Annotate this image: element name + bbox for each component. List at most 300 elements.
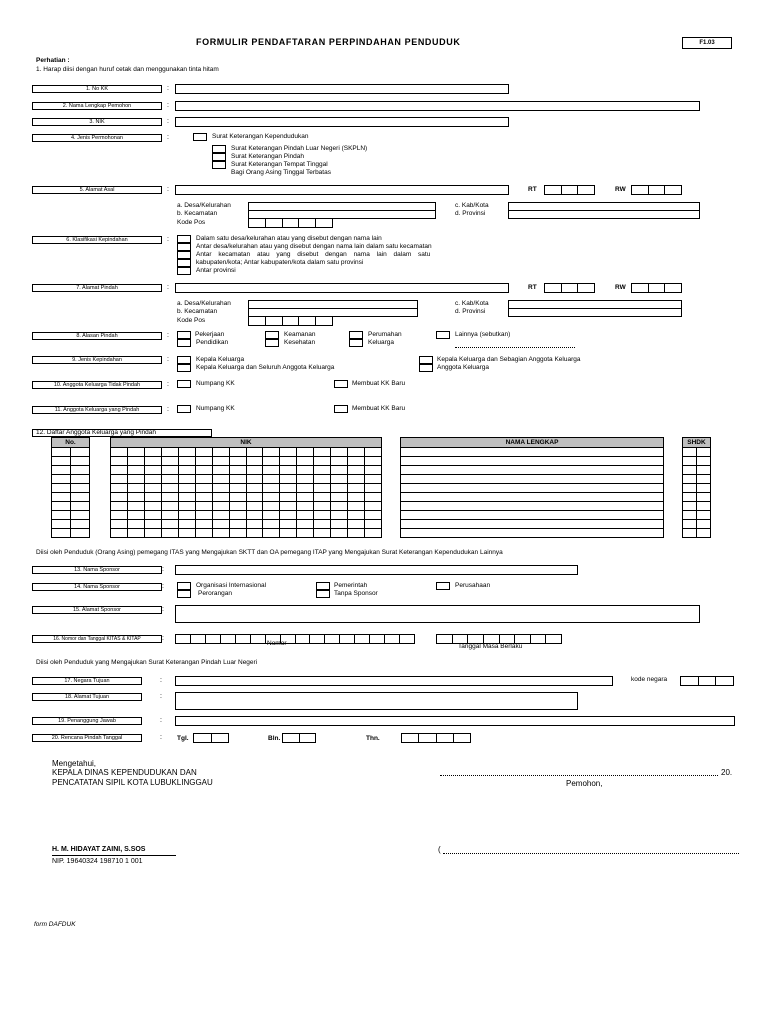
table-cell[interactable]	[246, 457, 263, 466]
table-row	[111, 457, 382, 466]
table-cell[interactable]	[314, 457, 331, 466]
table-cell[interactable]	[683, 466, 697, 475]
table-cell[interactable]	[178, 511, 195, 520]
checkbox-tanpa-sponsor[interactable]	[316, 590, 330, 598]
kode-pos-asal-input[interactable]	[248, 218, 333, 228]
checkbox-perorangan[interactable]	[177, 590, 191, 598]
table-cell[interactable]	[71, 520, 90, 529]
rw-label: RW	[615, 186, 626, 193]
checkbox-keamanan[interactable]	[265, 331, 279, 339]
table-cell[interactable]	[401, 448, 664, 457]
table-cell[interactable]	[331, 502, 348, 511]
table-cell[interactable]	[161, 448, 178, 457]
table-cell[interactable]	[161, 484, 178, 493]
table-cell[interactable]	[297, 484, 314, 493]
table-row	[401, 529, 664, 538]
table-cell[interactable]	[297, 520, 314, 529]
klasifikasi-2: Antar desa/kelurahan atau yang disebut dengan nama lain dalam satu kecamatan	[196, 243, 432, 250]
table-cell[interactable]	[127, 457, 144, 466]
label-alamat-pindah: 7. Alamat Pindah	[32, 284, 162, 292]
table-row	[52, 502, 90, 511]
checkbox-lainnya[interactable]	[436, 331, 450, 339]
rt-pindah-input[interactable]	[544, 283, 595, 293]
nama-sponsor-input[interactable]	[175, 565, 578, 575]
table-cell[interactable]	[365, 484, 382, 493]
table-cell[interactable]	[178, 493, 195, 502]
table-cell[interactable]	[263, 493, 280, 502]
table-cell[interactable]	[314, 484, 331, 493]
table-cell[interactable]	[401, 466, 664, 475]
table-cell[interactable]	[127, 502, 144, 511]
rw-asal-input[interactable]	[631, 185, 682, 195]
table-cell[interactable]	[144, 466, 161, 475]
table-cell[interactable]	[280, 529, 297, 538]
tgl-label: Tgl.	[177, 735, 189, 742]
kode-negara-input[interactable]	[680, 676, 734, 686]
checkbox-org-internasional[interactable]	[177, 582, 191, 590]
table-cell[interactable]	[195, 457, 212, 466]
table-cell[interactable]	[212, 457, 229, 466]
table-cell[interactable]	[212, 529, 229, 538]
table-cell[interactable]	[212, 502, 229, 511]
table-cell[interactable]	[263, 484, 280, 493]
checkbox-perusahaan[interactable]	[436, 582, 450, 590]
option-skpln: Surat Keterangan Pindah Luar Negeri (SKPLN)	[231, 145, 368, 152]
table-cell[interactable]	[212, 475, 229, 484]
table-cell[interactable]	[178, 457, 195, 466]
table-cell[interactable]	[683, 529, 697, 538]
table-cell[interactable]	[348, 511, 365, 520]
table-cell[interactable]	[229, 475, 246, 484]
table-cell[interactable]	[401, 520, 664, 529]
alamat-pindah-input[interactable]	[175, 283, 509, 293]
checkbox-perumahan[interactable]	[349, 331, 363, 339]
table-cell[interactable]	[365, 520, 382, 529]
table-nik-column	[110, 437, 382, 538]
table-cell[interactable]	[144, 484, 161, 493]
option-pekerjaan: Pekerjaan	[195, 331, 225, 338]
kadis-line-2: PENCATATAN SIPIL KOTA LUBUKLINGGAU	[52, 778, 213, 787]
nik-input[interactable]	[175, 117, 509, 127]
table-cell[interactable]	[52, 511, 71, 520]
table-cell[interactable]	[178, 529, 195, 538]
checkbox-klasifikasi-3[interactable]	[177, 251, 191, 259]
table-row	[683, 457, 711, 466]
colon: :	[167, 186, 169, 193]
checkbox-skpln[interactable]	[212, 145, 226, 153]
checkbox-klasifikasi-4[interactable]	[177, 259, 191, 267]
table-row	[111, 529, 382, 538]
table-cell[interactable]	[401, 493, 664, 502]
table-cell[interactable]	[212, 448, 229, 457]
table-cell[interactable]	[297, 511, 314, 520]
table-cell[interactable]	[246, 493, 263, 502]
table-cell[interactable]	[52, 448, 71, 457]
table-cell[interactable]	[401, 475, 664, 484]
table-cell[interactable]	[111, 529, 128, 538]
table-cell[interactable]	[280, 475, 297, 484]
table-cell[interactable]	[127, 529, 144, 538]
table-cell[interactable]	[263, 448, 280, 457]
option-org-internasional: Organisasi Internasional	[196, 582, 267, 589]
table-cell[interactable]	[71, 502, 90, 511]
table-cell[interactable]	[297, 457, 314, 466]
rt-asal-input[interactable]	[544, 185, 595, 195]
klasifikasi-3: Antar kecamatan atau yang disebut dengan nama lain dalam satu	[196, 251, 431, 258]
table-cell[interactable]	[71, 475, 90, 484]
table-cell[interactable]	[365, 502, 382, 511]
checkbox-pekerjaan[interactable]	[177, 331, 191, 339]
checkbox-klasifikasi-1[interactable]	[177, 235, 191, 243]
table-cell[interactable]	[246, 511, 263, 520]
provinsi-asal-input[interactable]	[508, 210, 700, 219]
label-alamat-sponsor: 15. Alamat Sponsor	[32, 606, 162, 614]
table-cell[interactable]	[161, 520, 178, 529]
table-cell[interactable]	[297, 529, 314, 538]
table-cell[interactable]	[697, 457, 711, 466]
checkbox-kk-baru-10[interactable]	[334, 380, 348, 388]
table-cell[interactable]	[195, 484, 212, 493]
table-cell[interactable]	[161, 466, 178, 475]
table-cell[interactable]	[111, 475, 128, 484]
table-cell[interactable]	[331, 511, 348, 520]
table-cell[interactable]	[178, 520, 195, 529]
table-cell[interactable]	[246, 466, 263, 475]
table-cell[interactable]	[246, 484, 263, 493]
option-kk-baru: Membuat KK Baru	[352, 380, 406, 387]
table-cell[interactable]	[127, 466, 144, 475]
label-jenis-kepindahan: 9. Jenis Kepindahan	[32, 356, 162, 364]
checkbox-kk-baru-11[interactable]	[334, 405, 348, 413]
table-cell[interactable]	[71, 493, 90, 502]
table-cell[interactable]	[229, 502, 246, 511]
table-cell[interactable]	[401, 511, 664, 520]
table-cell[interactable]	[331, 448, 348, 457]
table-cell[interactable]	[697, 475, 711, 484]
option-perorangan: Perorangan	[198, 590, 232, 597]
penanggung-jawab-input[interactable]	[175, 716, 735, 726]
table-cell[interactable]	[229, 448, 246, 457]
table-cell[interactable]	[212, 484, 229, 493]
table-cell[interactable]	[697, 502, 711, 511]
table-cell[interactable]	[365, 457, 382, 466]
checkbox-kk-seluruh[interactable]	[177, 364, 191, 372]
table-cell[interactable]	[111, 448, 128, 457]
table-cell[interactable]	[348, 484, 365, 493]
option-anggota: Anggota Keluarga	[437, 364, 490, 371]
table-row	[52, 457, 90, 466]
table-cell[interactable]	[161, 529, 178, 538]
table-cell[interactable]	[229, 484, 246, 493]
nama-pemohon-input[interactable]	[175, 101, 700, 111]
table-cell[interactable]	[52, 457, 71, 466]
table-cell[interactable]	[229, 511, 246, 520]
alamat-sponsor-input[interactable]	[175, 605, 700, 623]
table-cell[interactable]	[365, 475, 382, 484]
table-cell[interactable]	[195, 502, 212, 511]
table-cell[interactable]	[127, 448, 144, 457]
checkbox-kk[interactable]	[177, 356, 191, 364]
table-cell[interactable]	[314, 448, 331, 457]
table-cell[interactable]	[683, 484, 697, 493]
kitas-nomor-label: Nomor	[267, 640, 287, 647]
table-cell[interactable]	[280, 484, 297, 493]
table-cell[interactable]	[348, 466, 365, 475]
table-cell[interactable]	[212, 520, 229, 529]
table-cell[interactable]	[52, 484, 71, 493]
table-cell[interactable]	[331, 475, 348, 484]
table-cell[interactable]	[263, 529, 280, 538]
table-cell[interactable]	[195, 520, 212, 529]
table-row	[52, 520, 90, 529]
table-cell[interactable]	[144, 529, 161, 538]
table-cell[interactable]	[144, 511, 161, 520]
table-cell[interactable]	[229, 529, 246, 538]
table-cell[interactable]	[178, 448, 195, 457]
table-cell[interactable]	[229, 466, 246, 475]
table-cell[interactable]	[71, 529, 90, 538]
table-cell[interactable]	[263, 502, 280, 511]
table-cell[interactable]	[195, 475, 212, 484]
table-cell[interactable]	[331, 466, 348, 475]
table-cell[interactable]	[280, 457, 297, 466]
klasifikasi-5: Antar provinsi	[196, 267, 236, 274]
label-alamat-asal: 5. Alamat Asal	[32, 186, 162, 194]
checkbox-sktt[interactable]	[212, 161, 226, 169]
table-cell[interactable]	[348, 475, 365, 484]
table-cell[interactable]	[127, 511, 144, 520]
table-cell[interactable]	[314, 466, 331, 475]
tempat-tanggal-input[interactable]	[440, 775, 718, 776]
table-cell[interactable]	[314, 502, 331, 511]
pemohon-name-input[interactable]	[443, 853, 739, 854]
table-cell[interactable]	[683, 493, 697, 502]
table-cell[interactable]	[401, 457, 664, 466]
table-cell[interactable]	[697, 520, 711, 529]
kode-pos-pindah-input[interactable]	[248, 316, 333, 326]
table-cell[interactable]	[52, 520, 71, 529]
table-cell[interactable]	[144, 475, 161, 484]
option-kk-sebagian: Kepala Keluarga dan Sebagian Anggota Keluarga	[437, 356, 581, 363]
table-cell[interactable]	[348, 529, 365, 538]
tanggal-input[interactable]	[193, 733, 229, 743]
checkbox-kk-sebagian[interactable]	[419, 356, 433, 364]
table-cell[interactable]	[331, 484, 348, 493]
table-cell[interactable]	[683, 457, 697, 466]
table-cell[interactable]	[263, 475, 280, 484]
table-cell[interactable]	[127, 484, 144, 493]
table-cell[interactable]	[697, 493, 711, 502]
table-cell[interactable]	[127, 493, 144, 502]
option-kk-baru: Membuat KK Baru	[352, 405, 406, 412]
table-cell[interactable]	[297, 493, 314, 502]
table-cell[interactable]	[195, 448, 212, 457]
table-cell[interactable]	[111, 520, 128, 529]
table-cell[interactable]	[71, 484, 90, 493]
table-cell[interactable]	[52, 493, 71, 502]
table-cell[interactable]	[71, 511, 90, 520]
rw-pindah-input[interactable]	[631, 283, 682, 293]
table-cell[interactable]	[161, 493, 178, 502]
table-cell[interactable]	[229, 493, 246, 502]
table-cell[interactable]	[697, 511, 711, 520]
table-cell[interactable]	[348, 502, 365, 511]
table-cell[interactable]	[348, 448, 365, 457]
table-cell[interactable]	[314, 529, 331, 538]
table-cell[interactable]	[246, 475, 263, 484]
kitas-nomor-input[interactable]	[175, 634, 415, 644]
table-cell[interactable]	[52, 466, 71, 475]
tahun-input[interactable]	[401, 733, 471, 743]
table-cell[interactable]	[195, 466, 212, 475]
table-cell[interactable]	[365, 493, 382, 502]
table-cell[interactable]	[697, 529, 711, 538]
table-cell[interactable]	[331, 457, 348, 466]
table-cell[interactable]	[195, 511, 212, 520]
table-cell[interactable]	[314, 511, 331, 520]
colon: :	[167, 236, 169, 243]
label-kitas: 16. Nomor dan Tanggal KITAS & KITAP	[32, 635, 162, 643]
table-cell[interactable]	[297, 475, 314, 484]
table-cell[interactable]	[331, 493, 348, 502]
table-cell[interactable]	[52, 475, 71, 484]
table-cell[interactable]	[401, 484, 664, 493]
table-cell[interactable]	[365, 529, 382, 538]
table-cell[interactable]	[263, 511, 280, 520]
table-cell[interactable]	[683, 502, 697, 511]
alamat-asal-input[interactable]	[175, 185, 509, 195]
table-cell[interactable]	[280, 493, 297, 502]
checkbox-pemerintah[interactable]	[316, 582, 330, 590]
table-cell[interactable]	[246, 502, 263, 511]
table-cell[interactable]	[331, 529, 348, 538]
lainnya-input[interactable]	[455, 347, 575, 348]
table-cell[interactable]	[144, 502, 161, 511]
table-cell[interactable]	[52, 502, 71, 511]
table-cell[interactable]	[683, 448, 697, 457]
table-cell[interactable]	[683, 511, 697, 520]
table-cell[interactable]	[297, 466, 314, 475]
table-cell[interactable]	[127, 520, 144, 529]
table-cell[interactable]	[683, 475, 697, 484]
checkbox-kesehatan[interactable]	[265, 339, 279, 347]
table-cell[interactable]	[280, 448, 297, 457]
table-cell[interactable]	[212, 493, 229, 502]
table-cell[interactable]	[263, 457, 280, 466]
table-cell[interactable]	[348, 520, 365, 529]
checkbox-klasifikasi-2[interactable]	[177, 243, 191, 251]
table-cell[interactable]	[71, 448, 90, 457]
table-cell[interactable]	[161, 511, 178, 520]
option-pemerintah: Pemerintah	[334, 582, 368, 589]
table-cell[interactable]	[246, 529, 263, 538]
table-cell[interactable]	[111, 511, 128, 520]
table-cell[interactable]	[144, 448, 161, 457]
bulan-input[interactable]	[282, 733, 316, 743]
table-cell[interactable]	[314, 520, 331, 529]
table-cell[interactable]	[212, 511, 229, 520]
table-cell[interactable]	[331, 520, 348, 529]
table-cell[interactable]	[178, 466, 195, 475]
table-cell[interactable]	[697, 484, 711, 493]
table-cell[interactable]	[111, 457, 128, 466]
table-cell[interactable]	[71, 457, 90, 466]
table-cell[interactable]	[697, 448, 711, 457]
checkbox-skp[interactable]	[212, 153, 226, 161]
table-cell[interactable]	[401, 502, 664, 511]
table-cell[interactable]	[111, 466, 128, 475]
table-cell[interactable]	[144, 457, 161, 466]
table-cell[interactable]	[263, 520, 280, 529]
table-cell[interactable]	[280, 511, 297, 520]
pemohon-label: Pemohon,	[566, 779, 603, 788]
checkbox-numpang-kk-10[interactable]	[177, 380, 191, 388]
table-cell[interactable]	[697, 466, 711, 475]
provinsi-pindah-input[interactable]	[508, 308, 682, 317]
checkbox-keluarga[interactable]	[349, 339, 363, 347]
table-cell[interactable]	[161, 475, 178, 484]
table-cell[interactable]	[71, 466, 90, 475]
table-cell[interactable]	[263, 466, 280, 475]
colon: :	[162, 635, 164, 642]
table-cell[interactable]	[365, 466, 382, 475]
table-cell[interactable]	[161, 457, 178, 466]
checkbox-anggota[interactable]	[419, 364, 433, 372]
table-cell[interactable]	[314, 493, 331, 502]
table-cell[interactable]	[348, 493, 365, 502]
checkbox-skk[interactable]	[193, 133, 207, 141]
table-cell[interactable]	[144, 493, 161, 502]
table-cell[interactable]	[111, 502, 128, 511]
table-cell[interactable]	[144, 520, 161, 529]
no-kk-input[interactable]	[175, 84, 509, 94]
table-cell[interactable]	[111, 493, 128, 502]
table-cell[interactable]	[280, 502, 297, 511]
table-cell[interactable]	[178, 502, 195, 511]
table-cell[interactable]	[229, 520, 246, 529]
checkbox-numpang-kk-11[interactable]	[177, 405, 191, 413]
table-cell[interactable]	[127, 475, 144, 484]
alamat-tujuan-input[interactable]	[175, 692, 578, 710]
table-cell[interactable]	[246, 448, 263, 457]
table-cell[interactable]	[246, 520, 263, 529]
table-row	[683, 466, 711, 475]
checkbox-pendidikan[interactable]	[177, 339, 191, 347]
negara-tujuan-input[interactable]	[175, 676, 613, 686]
table-cell[interactable]	[683, 520, 697, 529]
table-cell[interactable]	[161, 502, 178, 511]
checkbox-klasifikasi-5[interactable]	[177, 267, 191, 275]
table-cell[interactable]	[229, 457, 246, 466]
table-cell[interactable]	[195, 493, 212, 502]
table-cell[interactable]	[280, 466, 297, 475]
table-header-cell: SHDK	[683, 438, 711, 448]
table-cell[interactable]	[178, 475, 195, 484]
table-cell[interactable]	[348, 457, 365, 466]
table-cell[interactable]	[297, 502, 314, 511]
table-cell[interactable]	[212, 466, 229, 475]
table-cell[interactable]	[365, 448, 382, 457]
table-cell[interactable]	[365, 511, 382, 520]
table-cell[interactable]	[297, 448, 314, 457]
table-cell[interactable]	[178, 484, 195, 493]
table-cell[interactable]	[111, 484, 128, 493]
table-cell[interactable]	[314, 475, 331, 484]
table-cell[interactable]	[195, 529, 212, 538]
table-cell[interactable]	[280, 520, 297, 529]
table-cell[interactable]	[52, 529, 71, 538]
table-cell[interactable]	[401, 529, 664, 538]
